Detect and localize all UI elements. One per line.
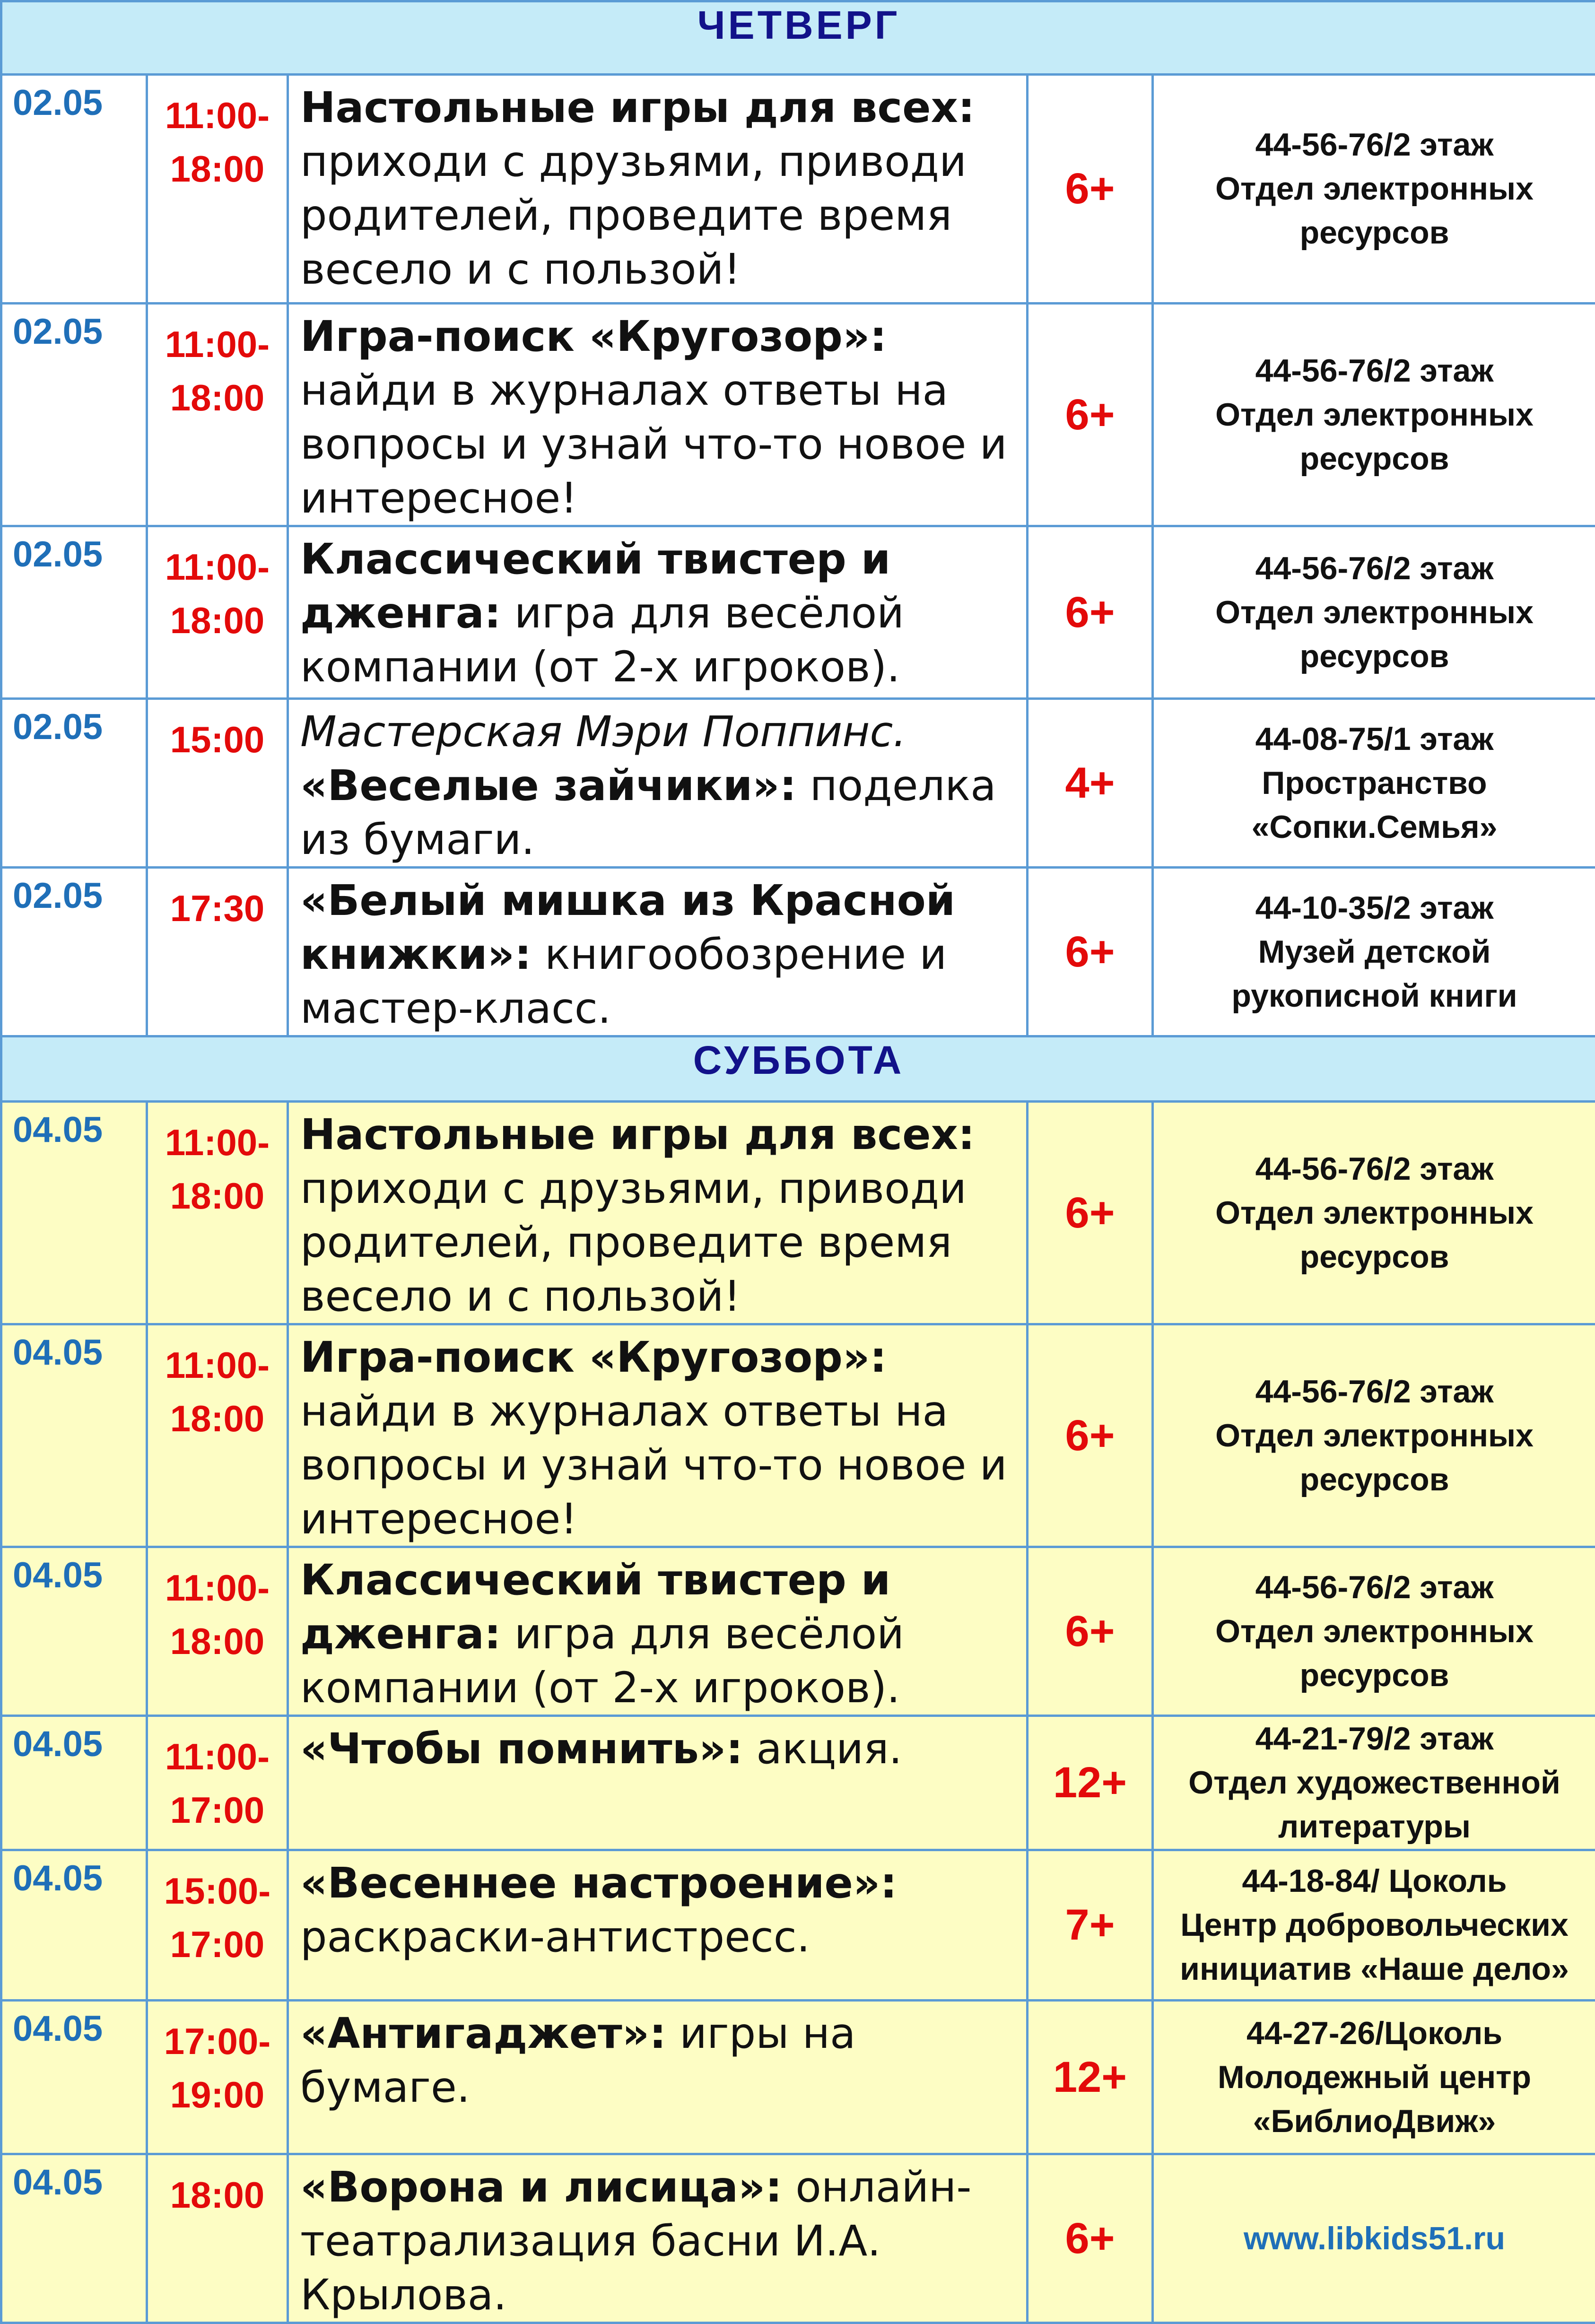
event-contact — [1153, 699, 1595, 868]
contact-line: Отдел электронных — [1154, 393, 1595, 437]
event-text: приходи с друзьями, приводи родителей, проведите время весело и с пользой! — [300, 1164, 967, 1321]
event-title: «Антигаджет»: — [300, 2009, 666, 2058]
event-time-part: 11:00- — [148, 1561, 287, 1615]
event-date: 02.05 — [1, 699, 147, 868]
contact-line: инициатив «Наше дело» — [1154, 1947, 1595, 1991]
event-date: 04.05 — [1, 2154, 147, 2323]
event-row — [1, 526, 1595, 699]
event-description — [288, 2001, 1028, 2154]
age-rating: 12+ — [1028, 1716, 1153, 1850]
event-text: поделка из бумаги. — [300, 761, 996, 864]
event-time-part: 17:30 — [148, 882, 287, 935]
age-rating: 6+ — [1028, 1102, 1153, 1324]
event-contact — [1153, 1324, 1595, 1547]
event-text: игра для весёлой компании (от 2-х игроков). — [300, 1609, 904, 1712]
event-description — [288, 1102, 1028, 1324]
contact-line: 44-21-79/2 этаж — [1154, 1717, 1595, 1761]
event-time-part: 11:00- — [148, 318, 287, 371]
contact-line: Отдел электронных — [1154, 167, 1595, 211]
event-date: 04.05 — [1, 1324, 147, 1547]
event-time — [147, 1102, 288, 1324]
age-rating: 6+ — [1028, 1547, 1153, 1716]
contact-line: «БиблиоДвиж» — [1154, 2099, 1595, 2143]
event-row — [1, 1102, 1595, 1324]
contact-line: рукописной книги — [1154, 974, 1595, 1018]
event-time-part: 18:00 — [148, 594, 287, 647]
contact-line: Отдел электронных — [1154, 1610, 1595, 1654]
event-contact — [1153, 304, 1595, 526]
event-description — [288, 1850, 1028, 2001]
event-row — [1, 75, 1595, 304]
thursday-header-row — [1, 1, 1595, 75]
contact-line: 44-10-35/2 этаж — [1154, 886, 1595, 930]
contact-line: 44-56-76/2 этаж — [1154, 1566, 1595, 1610]
event-time — [147, 1324, 288, 1547]
event-time-part: 18:00 — [148, 1615, 287, 1668]
event-text: игра для весёлой компании (от 2-х игроков). — [300, 588, 904, 691]
event-date: 04.05 — [1, 2001, 147, 2154]
event-text: найди в журналах ответы на вопросы и узнай что-то новое и интересное! — [300, 366, 1007, 522]
event-contact — [1153, 75, 1595, 304]
contact-line: «Сопки.Семья» — [1154, 805, 1595, 849]
thursday-day-title: ЧЕТВЕРГ — [1, 1, 1595, 75]
event-time — [147, 1547, 288, 1716]
contact-line: 44-08-75/1 этаж — [1154, 717, 1595, 761]
event-contact — [1153, 526, 1595, 699]
contact-line: Музей детской — [1154, 930, 1595, 974]
event-time-part: 17:00 — [148, 1918, 287, 1971]
event-contact — [1153, 1547, 1595, 1716]
event-time — [147, 868, 288, 1036]
event-contact — [1153, 2001, 1595, 2154]
event-time — [147, 75, 288, 304]
contact-line: ресурсов — [1154, 1458, 1595, 1502]
event-time-part: 17:00 — [148, 1784, 287, 1837]
event-row — [1, 1850, 1595, 2001]
event-description — [288, 1716, 1028, 1850]
age-rating: 6+ — [1028, 1324, 1153, 1547]
contact-line: Отдел электронных — [1154, 1191, 1595, 1235]
event-row — [1, 1716, 1595, 1850]
event-time — [147, 1850, 288, 2001]
contact-line: ресурсов — [1154, 1654, 1595, 1697]
event-time — [147, 1716, 288, 1850]
event-time-part: 11:00- — [148, 540, 287, 594]
event-description — [288, 699, 1028, 868]
event-time-part: 18:00 — [148, 1169, 287, 1223]
event-row — [1, 1324, 1595, 1547]
event-title: «Ворона и лисица»: — [300, 2162, 782, 2211]
event-time-part: 18:00 — [148, 2168, 287, 2222]
contact-line: 44-56-76/2 этаж — [1154, 547, 1595, 591]
event-text: приходи с друзьями, приводи родителей, проведите время весело и с пользой! — [300, 137, 967, 294]
event-date: 02.05 — [1, 75, 147, 304]
contact-line: Молодежный центр — [1154, 2055, 1595, 2099]
event-row — [1, 699, 1595, 868]
event-time-part: 15:00 — [148, 713, 287, 766]
contact-line: 44-18-84/ Цоколь — [1154, 1859, 1595, 1903]
event-time — [147, 304, 288, 526]
contact-line: 44-56-76/2 этаж — [1154, 123, 1595, 167]
event-contact — [1153, 868, 1595, 1036]
event-description — [288, 304, 1028, 526]
event-date: 02.05 — [1, 868, 147, 1036]
event-title: Настольные игры для всех: — [300, 1110, 975, 1159]
event-title: Игра-поиск «Кругозор»: — [300, 1332, 887, 1382]
event-date: 02.05 — [1, 304, 147, 526]
event-time-part: 18:00 — [148, 1392, 287, 1445]
event-time-part: 18:00 — [148, 371, 287, 425]
event-time — [147, 699, 288, 868]
event-time-part: 18:00 — [148, 142, 287, 196]
event-text: онлайн-театрализация басни И.А. Крылова. — [300, 2162, 972, 2319]
age-rating: 6+ — [1028, 2154, 1153, 2323]
event-title: Настольные игры для всех: — [300, 83, 975, 132]
contact-line: 44-56-76/2 этаж — [1154, 1370, 1595, 1414]
event-time — [147, 2001, 288, 2154]
event-title: Игра-поиск «Кругозор»: — [300, 312, 887, 361]
event-title: Классический твистер и дженга: — [300, 534, 890, 637]
event-time-part: 11:00- — [148, 1339, 287, 1392]
event-date: 04.05 — [1, 1547, 147, 1716]
event-row — [1, 868, 1595, 1036]
saturday-day-title: СУББОТА — [1, 1036, 1595, 1102]
age-rating: 12+ — [1028, 2001, 1153, 2154]
age-rating: 6+ — [1028, 304, 1153, 526]
event-description — [288, 1547, 1028, 1716]
contact-line: ресурсов — [1154, 437, 1595, 481]
contact-line: ресурсов — [1154, 635, 1595, 679]
age-rating: 6+ — [1028, 868, 1153, 1036]
event-description — [288, 75, 1028, 304]
event-row — [1, 304, 1595, 526]
event-title: «Чтобы помнить»: — [300, 1724, 743, 1773]
event-contact — [1153, 1716, 1595, 1850]
contact-line: Центр добровольческих — [1154, 1903, 1595, 1947]
event-text: акция. — [756, 1724, 902, 1773]
event-title: «Белый мишка из Красной книжки»: — [300, 876, 955, 979]
contact-line: Отдел художественной — [1154, 1761, 1595, 1805]
event-contact — [1153, 1102, 1595, 1324]
event-date: 02.05 — [1, 526, 147, 699]
event-time-part: 19:00 — [148, 2068, 287, 2122]
contact-line: ресурсов — [1154, 211, 1595, 255]
event-title: Классический твистер и дженга: — [300, 1555, 890, 1658]
website-link[interactable]: www.libkids51.ru — [1244, 2220, 1505, 2256]
event-title: «Веселые зайчики»: — [300, 761, 796, 810]
age-rating: 4+ — [1028, 699, 1153, 868]
event-text: найди в журналах ответы на вопросы и узнай что-то новое и интересное! — [300, 1386, 1007, 1543]
event-time-part: 11:00- — [148, 1730, 287, 1784]
event-text: книгообозрение и мастер-класс. — [300, 930, 947, 1033]
event-date: 04.05 — [1, 1102, 147, 1324]
event-description — [288, 868, 1028, 1036]
event-title: «Весеннее настроение»: — [300, 1858, 897, 1907]
event-time-part: 11:00- — [148, 89, 287, 142]
saturday-header-row — [1, 1036, 1595, 1102]
age-rating: 7+ — [1028, 1850, 1153, 2001]
contact-line: литературы — [1154, 1805, 1595, 1849]
event-time — [147, 526, 288, 699]
age-rating: 6+ — [1028, 75, 1153, 304]
event-description — [288, 526, 1028, 699]
event-date: 04.05 — [1, 1850, 147, 2001]
contact-line: Пространство — [1154, 761, 1595, 805]
event-text: игры на бумаге. — [300, 2009, 856, 2112]
event-time-part: 15:00- — [148, 1864, 287, 1918]
event-row — [1, 2001, 1595, 2154]
event-contact — [1153, 1850, 1595, 2001]
event-description — [288, 1324, 1028, 1547]
contact-line: 44-56-76/2 этаж — [1154, 349, 1595, 393]
contact-line: Отдел электронных — [1154, 1414, 1595, 1458]
event-time-part: 17:00- — [148, 2015, 287, 2068]
contact-line: 44-56-76/2 этаж — [1154, 1147, 1595, 1191]
contact-line: ресурсов — [1154, 1235, 1595, 1279]
contact-line: Отдел электронных — [1154, 591, 1595, 635]
event-row — [1, 1547, 1595, 1716]
age-rating: 6+ — [1028, 526, 1153, 699]
event-subtitle: Мастерская Мэри Поппинс. — [300, 707, 906, 756]
event-date: 04.05 — [1, 1716, 147, 1850]
schedule-body — [1, 1, 1595, 2323]
event-text: раскраски-антистресс. — [300, 1912, 810, 1961]
contact-line: 44-27-26/Цоколь — [1154, 2011, 1595, 2055]
event-time-part: 11:00- — [148, 1116, 287, 1169]
